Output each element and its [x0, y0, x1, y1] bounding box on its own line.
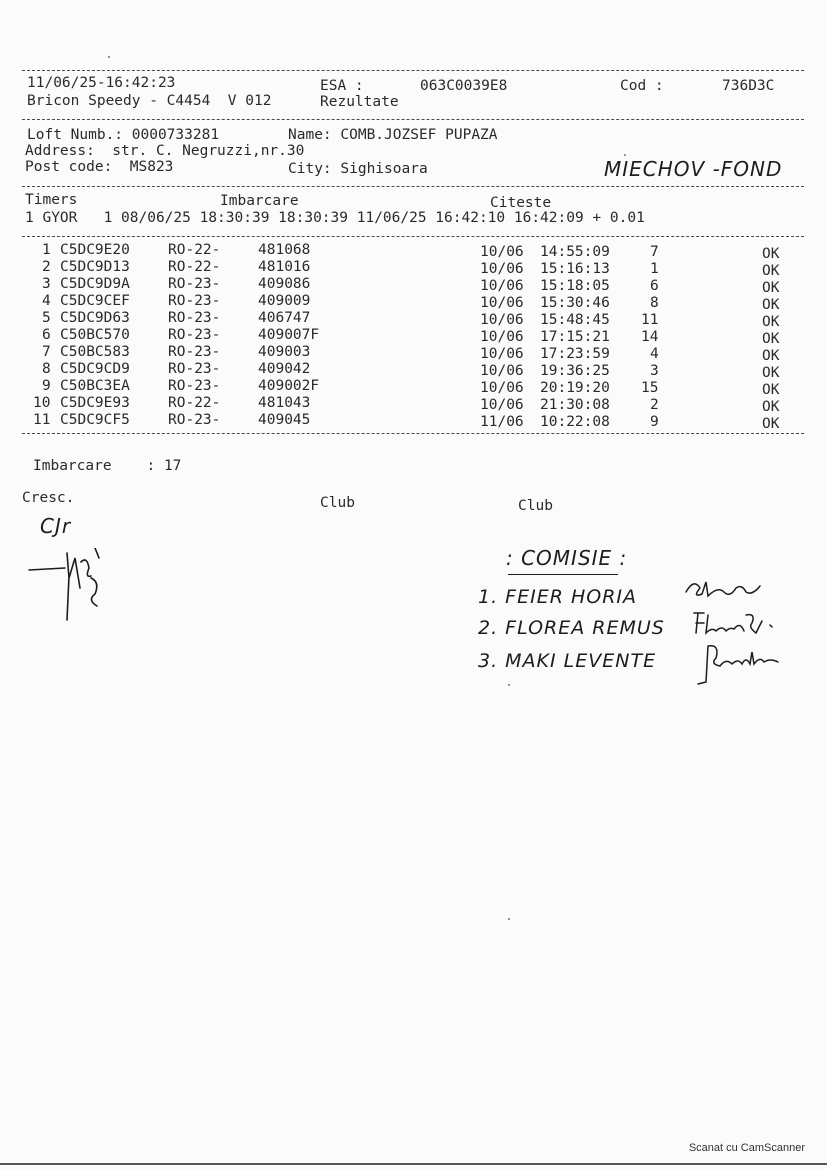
table-row	[0, 412, 827, 432]
row-ring: 409007F	[258, 327, 320, 343]
row-date: 10/06	[480, 261, 524, 277]
row-status: OK	[762, 280, 780, 296]
handwritten-race-name: MIECHOV -FOND	[604, 157, 783, 181]
row-ring: 406747	[258, 310, 311, 326]
separator-results	[22, 433, 804, 434]
row-number: 9	[42, 378, 51, 394]
signature-3-icon	[694, 640, 784, 690]
row-prefix: RO-23-	[168, 327, 221, 343]
row-prefix: RO-23-	[168, 276, 221, 292]
row-date: 10/06	[480, 244, 524, 260]
row-date: 10/06	[480, 312, 524, 328]
row-date: 10/06	[480, 380, 524, 396]
row-ring: 409003	[258, 344, 311, 360]
row-ring: 481043	[258, 395, 311, 411]
loft-city: City: Sighisoara	[288, 161, 428, 177]
signature-2-icon	[690, 607, 780, 639]
comisie-member-3: 3. MAKI LEVENTE	[478, 650, 657, 672]
row-status: OK	[762, 297, 780, 313]
header-cod-label: Cod :	[620, 78, 664, 94]
club-label-1: Club	[320, 495, 355, 511]
row-prefix: RO-23-	[168, 378, 221, 394]
row-ring: 409042	[258, 361, 311, 377]
row-position: 1	[650, 261, 659, 277]
row-chip: C5DC9CF5	[60, 412, 130, 428]
row-number: 6	[42, 327, 51, 343]
row-chip: C50BC583	[60, 344, 130, 360]
cresc-label: Cresc.	[22, 490, 75, 506]
loft-address: Address: str. C. Negruzzi,nr.30	[25, 143, 305, 159]
table-row	[0, 276, 827, 296]
separator-loft	[22, 186, 804, 187]
scan-speck	[624, 154, 626, 156]
row-position: 8	[650, 295, 659, 311]
row-chip: C50BC570	[60, 327, 130, 343]
timers-citeste-label: Citeste	[490, 195, 552, 211]
page-bottom-edge	[0, 1163, 827, 1165]
row-number: 11	[33, 412, 51, 428]
row-ring: 409086	[258, 276, 311, 292]
row-ring: 409009	[258, 293, 311, 309]
row-position: 14	[641, 329, 659, 345]
row-time: 21:30:08	[540, 397, 610, 413]
timers-imbarcare-label: Imbarcare	[220, 193, 299, 209]
row-status: OK	[762, 246, 780, 262]
separator-header	[22, 119, 804, 120]
row-ring: 481016	[258, 259, 311, 275]
row-chip: C5DC9E93	[60, 395, 130, 411]
table-row	[0, 310, 827, 330]
timers-line: 1 GYOR 1 08/06/25 18:30:39 18:30:39 11/06/25 16:42:10 16:42:09 + 0.01	[25, 210, 645, 226]
row-ring: 409002F	[258, 378, 320, 394]
row-time: 15:16:13	[540, 261, 610, 277]
row-number: 4	[42, 293, 51, 309]
separator-timers	[22, 236, 804, 237]
row-ring: 481068	[258, 242, 311, 258]
row-chip: C50BC3EA	[60, 378, 130, 394]
loft-number: Loft Numb.: 0000733281	[27, 127, 220, 143]
row-date: 10/06	[480, 329, 524, 345]
row-date: 11/06	[480, 414, 524, 430]
scanner-watermark: Scanat cu CamScanner	[688, 1142, 805, 1154]
row-chip: C5DC9CD9	[60, 361, 130, 377]
header-datetime: 11/06/25-16:42:23	[27, 75, 176, 91]
row-prefix: RO-23-	[168, 310, 221, 326]
row-time: 17:23:59	[540, 346, 610, 362]
comisie-member-1: 1. FEIER HORIA	[478, 586, 637, 608]
scan-speck	[108, 56, 110, 58]
row-date: 10/06	[480, 397, 524, 413]
header-esa-value: 063C0039E8	[420, 78, 508, 94]
breeder-signature-icon	[25, 548, 110, 628]
row-time: 17:15:21	[540, 329, 610, 345]
row-prefix: RO-23-	[168, 344, 221, 360]
row-date: 10/06	[480, 346, 524, 362]
row-position: 9	[650, 414, 659, 430]
table-row	[0, 378, 827, 398]
row-chip: C5DC9E20	[60, 242, 130, 258]
row-status: OK	[762, 331, 780, 347]
row-position: 2	[650, 397, 659, 413]
row-date: 10/06	[480, 278, 524, 294]
header-esa-label: ESA :	[320, 78, 364, 94]
table-row	[0, 395, 827, 415]
row-status: OK	[762, 416, 780, 432]
comisie-member-2: 2. FLOREA REMUS	[478, 617, 665, 639]
loft-postcode: Post code: MS823	[25, 159, 174, 175]
row-status: OK	[762, 314, 780, 330]
row-number: 1	[42, 242, 51, 258]
row-number: 5	[42, 310, 51, 326]
table-row	[0, 242, 827, 262]
header-report-type: Rezultate	[320, 94, 399, 110]
table-row	[0, 361, 827, 381]
row-position: 3	[650, 363, 659, 379]
cresc-initials: CJr	[40, 514, 72, 538]
row-prefix: RO-23-	[168, 412, 221, 428]
row-date: 10/06	[480, 363, 524, 379]
row-position: 15	[641, 380, 659, 396]
row-date: 10/06	[480, 295, 524, 311]
row-number: 10	[33, 395, 51, 411]
comisie-title: : COMISIE :	[506, 546, 628, 570]
row-status: OK	[762, 399, 780, 415]
row-time: 14:55:09	[540, 244, 610, 260]
row-time: 15:30:46	[540, 295, 610, 311]
row-position: 11	[641, 312, 659, 328]
row-time: 19:36:25	[540, 363, 610, 379]
row-time: 20:19:20	[540, 380, 610, 396]
row-number: 8	[42, 361, 51, 377]
row-number: 7	[42, 344, 51, 360]
loft-name: Name: COMB.JOZSEF PUPAZA	[288, 127, 498, 143]
row-status: OK	[762, 348, 780, 364]
row-status: OK	[762, 263, 780, 279]
row-time: 10:22:08	[540, 414, 610, 430]
row-prefix: RO-22-	[168, 259, 221, 275]
table-row	[0, 293, 827, 313]
row-chip: C5DC9D13	[60, 259, 130, 275]
row-prefix: RO-22-	[168, 242, 221, 258]
row-prefix: RO-22-	[168, 395, 221, 411]
signature-1-icon	[684, 574, 764, 606]
row-status: OK	[762, 382, 780, 398]
header-cod-value: 736D3C	[722, 78, 775, 94]
header-device: Bricon Speedy - C4454 V 012	[27, 93, 272, 109]
table-row	[0, 259, 827, 279]
scan-speck	[508, 684, 510, 686]
row-chip: C5DC9D63	[60, 310, 130, 326]
row-prefix: RO-23-	[168, 293, 221, 309]
scan-speck	[508, 918, 510, 920]
comisie-underline	[508, 574, 618, 575]
row-position: 7	[650, 244, 659, 260]
row-ring: 409045	[258, 412, 311, 428]
table-row	[0, 327, 827, 347]
row-prefix: RO-23-	[168, 361, 221, 377]
row-status: OK	[762, 365, 780, 381]
row-number: 2	[42, 259, 51, 275]
timers-label: Timers	[25, 192, 78, 208]
summary-imbarcare: Imbarcare : 17	[33, 458, 182, 474]
row-time: 15:48:45	[540, 312, 610, 328]
row-chip: C5DC9D9A	[60, 276, 130, 292]
row-chip: C5DC9CEF	[60, 293, 130, 309]
club-label-2: Club	[518, 498, 553, 514]
row-number: 3	[42, 276, 51, 292]
separator-top	[22, 70, 804, 71]
row-position: 4	[650, 346, 659, 362]
row-time: 15:18:05	[540, 278, 610, 294]
table-row	[0, 344, 827, 364]
row-position: 6	[650, 278, 659, 294]
